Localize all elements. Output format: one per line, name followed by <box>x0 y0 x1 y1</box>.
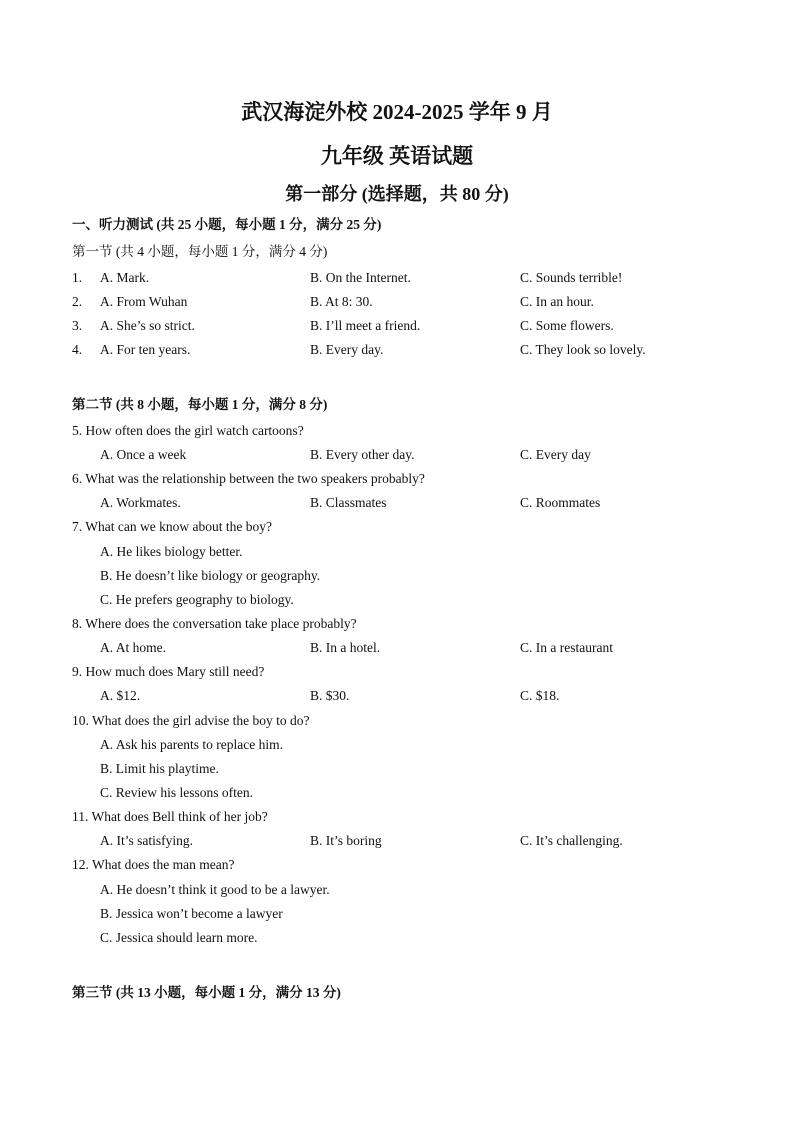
option-b: B. He doesn’t like biology or geography. <box>100 568 321 583</box>
option-c: C. It’s challenging. <box>520 833 623 848</box>
list-item <box>0 494 794 512</box>
section3-title: 第三节 (共 13 小题，每小题 1 分，满分 13 分) <box>72 985 341 1000</box>
question-7: 7. What can we know about the boy? <box>72 519 272 534</box>
list-item <box>0 832 794 850</box>
option-c: C. Roommates <box>520 495 601 510</box>
option-c: C. Every day <box>520 447 591 462</box>
section1-sub-title: 第一节 (共 4 小题，每小题 1 分，满分 4 分) <box>72 244 328 259</box>
part-title: 第一部分 (选择题，共 80 分) <box>285 184 509 204</box>
option-b: B. At 8: 30. <box>310 294 373 309</box>
option-c: C. In a restaurant <box>520 640 613 655</box>
option-c: C. In an hour. <box>520 294 594 309</box>
option-b: B. In a hotel. <box>310 640 381 655</box>
question-6: 6. What was the relationship between the two speakers probably? <box>72 471 425 486</box>
list-item: 3. A. She’s so strict. B. I’ll meet a friend. C. Some flowers. <box>72 318 614 333</box>
option-a: A. She’s so strict. <box>100 318 195 333</box>
option-c: C. Some flowers. <box>520 318 614 333</box>
option-b: B. Every day. <box>310 342 384 357</box>
option-b: B. $30. <box>310 688 350 703</box>
school-title: 武汉海淀外校 2024-2025 学年 9 月 <box>241 100 553 124</box>
option-a: A. At home. <box>100 640 166 655</box>
question-8: 8. Where does the conversation take place probably? <box>72 616 357 631</box>
option-a: A. From Wuhan <box>100 294 188 309</box>
option-b: B. On the Internet. <box>310 270 411 285</box>
option-a: A. It’s satisfying. <box>100 833 193 848</box>
list-item <box>0 687 794 705</box>
option-b: B. Jessica won’t become a lawyer <box>100 906 283 921</box>
option-c: C. He prefers geography to biology. <box>100 592 294 607</box>
exam-title: 九年级 英语试题 <box>320 144 474 168</box>
option-a: A. He doesn’t think it good to be a lawyer. <box>100 882 330 897</box>
option-a: A. Once a week <box>100 447 187 462</box>
option-a: A. $12. <box>100 688 141 703</box>
option-c: C. Review his lessons often. <box>100 785 253 800</box>
option-c: C. $18. <box>520 688 560 703</box>
option-a: A. Workmates. <box>100 495 181 510</box>
list-item: 4. A. For ten years. B. Every day. C. They look so lovely. <box>72 342 646 357</box>
option-b: B. I’ll meet a friend. <box>310 318 421 333</box>
option-b: B. Every other day. <box>310 447 415 462</box>
option-a: A. For ten years. <box>100 342 191 357</box>
option-c: C. They look so lovely. <box>520 342 646 357</box>
section2-title: 第二节 (共 8 小题，每小题 1 分，满分 8 分) <box>72 397 328 412</box>
question-12: 12. What does the man mean? <box>72 857 235 872</box>
question-9: 9. How much does Mary still need? <box>72 664 265 679</box>
section1-title: 一、听力测试 (共 25 小题，每小题 1 分，满分 25 分) <box>72 217 382 232</box>
question-11: 11. What does Bell think of her job? <box>72 809 268 824</box>
list-item <box>0 446 794 464</box>
list-item: 2. A. From Wuhan B. At 8: 30. C. In an hour. <box>72 294 594 309</box>
option-a: A. Ask his parents to replace him. <box>100 737 283 752</box>
option-a: A. He likes biology better. <box>100 544 243 559</box>
option-a: A. Mark. <box>100 270 150 285</box>
option-b: B. Limit his playtime. <box>100 761 219 776</box>
option-c: C. Jessica should learn more. <box>100 930 258 945</box>
question-10: 10. What does the girl advise the boy to do? <box>72 713 310 728</box>
option-b: B. Classmates <box>310 495 387 510</box>
list-item <box>0 639 794 657</box>
question-5: 5. How often does the girl watch cartoons? <box>72 423 304 438</box>
list-item: 1. A. Mark. B. On the Internet. C. Sounds terrible! <box>72 270 623 285</box>
option-c: C. Sounds terrible! <box>520 270 623 285</box>
option-b: B. It’s boring <box>310 833 382 848</box>
